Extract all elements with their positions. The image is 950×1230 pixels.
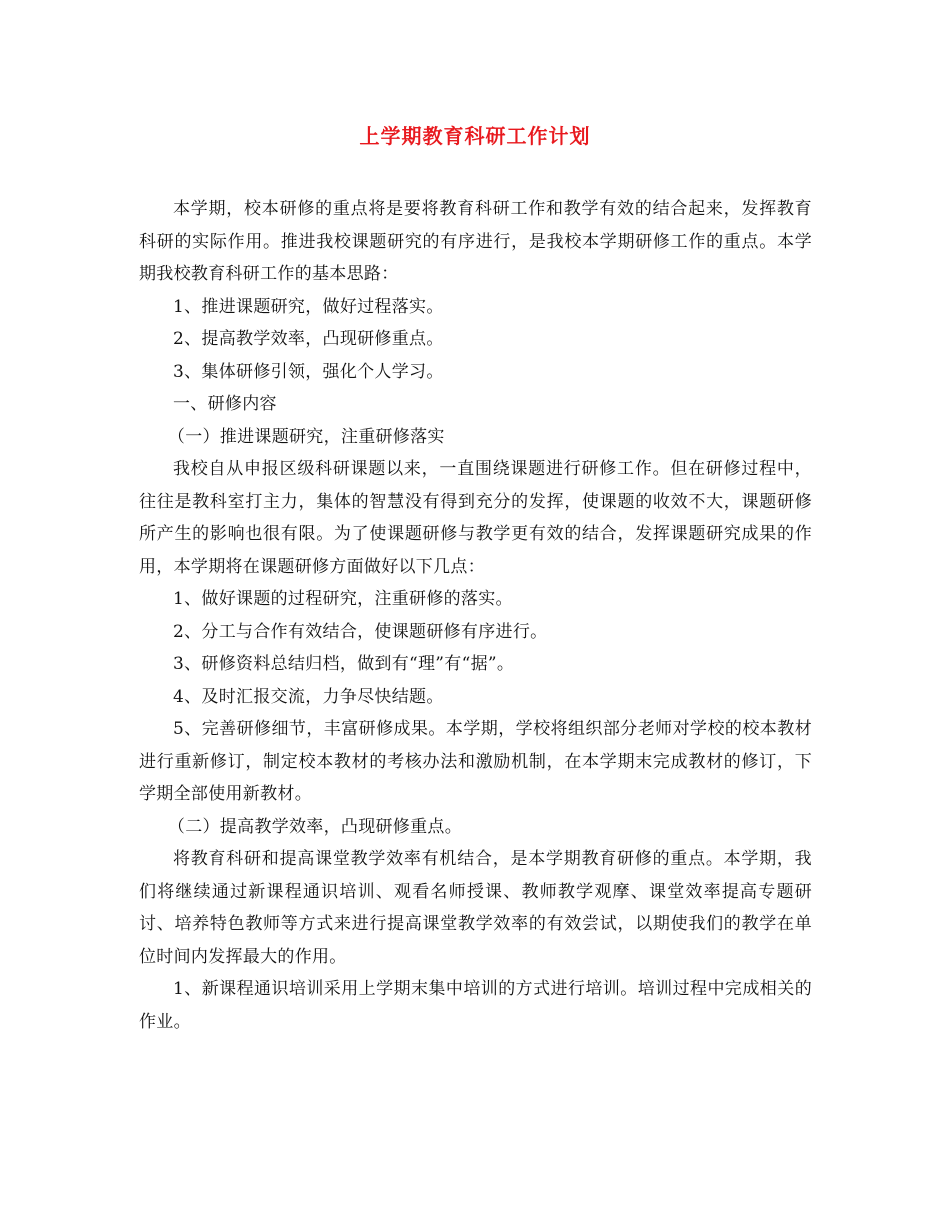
document-body [139, 193, 812, 1038]
list-item-3: 3、集体研修引领，强化个人学习。 [173, 361, 444, 382]
paragraph-efficiency: 将教育科研和提高课堂教学效率有机结合，是本学期教育研修的重点。本学期，我们将继续通过新课程通识培训、观看名师授课、教师教学观摩、课堂效率提高专题研讨、培养特色教师等方式来进行提高课堂教学效率的有效尝试，以期使我们的教学在单位时间内发挥最大的作用。 [139, 849, 812, 967]
subsection-heading-1: （一）推进课题研究，注重研修落实 [167, 426, 445, 447]
document-title: 上学期教育科研工作计划 [359, 124, 591, 148]
list-item-1: 1、推进课题研究，做好过程落实。 [173, 296, 444, 317]
subsection-heading-2: （二）提高教学效率，凸现研修重点。 [167, 816, 462, 837]
paragraph-research: 我校自从申报区级科研课题以来，一直围绕课题进行研修工作。但在研修过程中，往往是教科室打主力，集体的智慧没有得到充分的发挥，使课题的收效不大，课题研修所产生的影响也很有限。为了使课题研修与教学更有效的结合，发挥课题研究成果的作用，本学期将在课题研修方面做好以下几点： [139, 459, 812, 577]
list-item-2: 2、提高教学效率，凸现研修重点。 [173, 329, 444, 349]
list-item-research-1: 1、做好课题的过程研究，注重研修的落实。 [173, 589, 513, 609]
section-heading-1: 一、研修内容 [173, 394, 277, 414]
list-item-research-5: 5、完善研修细节，丰富研修成果。本学期，学校将组织部分老师对学校的校本教材进行重新修订，制定校本教材的考核办法和激励机制，在本学期末完成教材的修订，下学期全部使用新教材。 [139, 719, 812, 804]
list-item-research-3: 3、研修资料总结归档，做到有“理”有“据”。 [173, 654, 515, 674]
list-item-research-2: 2、分工与合作有效结合，使课题研修有序进行。 [173, 621, 548, 642]
paragraph-intro: 本学期，校本研修的重点将是要将教育科研工作和教学有效的结合起来，发挥教育科研的实际作用。推进我校课题研究的有序进行，是我校本学期研修工作的重点。本学期我校教育科研工作的基本思路： [139, 199, 812, 284]
list-item-research-4: 4、及时汇报交流，力争尽快结题。 [173, 686, 444, 707]
list-item-training-1: 1、新课程通识培训采用上学期末集中培训的方式进行培训。培训过程中完成相关的作业。 [139, 979, 812, 1032]
